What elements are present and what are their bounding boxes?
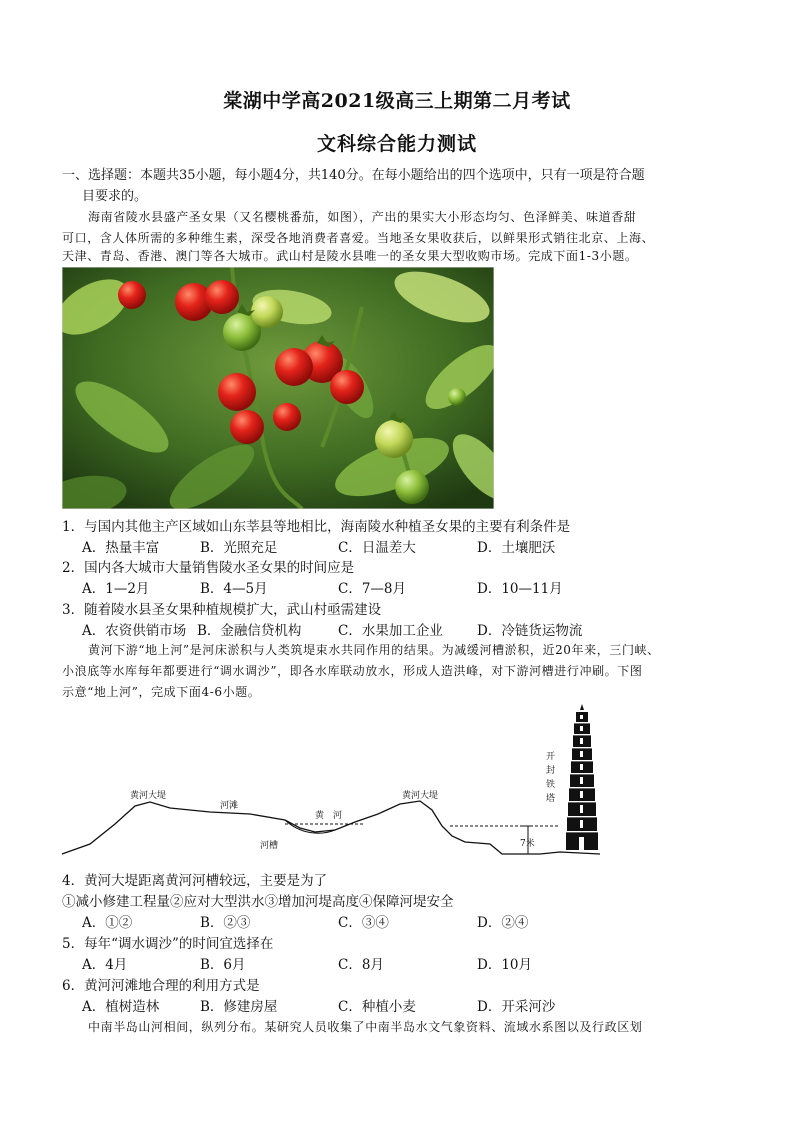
material2-line3: 示意“地上河”，完成下面4-6小题。 [62,685,261,699]
q6-option-c[interactable]: C．种植小麦 [338,999,416,1015]
question-4-stem: 4．黄河大堤距离黄河河槽较远，主要是为了 [62,873,328,889]
q1-option-c[interactable]: C．日温差大 [338,540,416,556]
q2-option-b[interactable]: B．4—5月 [200,581,268,597]
floodplain-label: 河滩 [220,801,239,811]
q2-option-d[interactable]: D．10—11月 [477,581,563,597]
q3-option-d[interactable]: D．冷链货运物流 [477,623,583,639]
q4-option-c[interactable]: C．③④ [338,915,389,931]
tower-label [546,750,556,806]
question-3-stem: 3．随着陵水县圣女果种植规模扩大，武山村亟需建设 [62,602,382,618]
q6-option-a[interactable]: A．植树造林 [82,999,160,1015]
above-ground-river-diagram [60,704,605,862]
q5-option-a[interactable]: A．4月 [82,957,128,973]
q5-option-c[interactable]: C．8月 [338,957,384,973]
q3-option-b[interactable]: B．金融信贷机构 [197,623,302,639]
q2-option-a[interactable]: A．1—2月 [82,581,150,597]
q2-option-c[interactable]: C．7—8月 [338,581,407,597]
question-1-stem: 1．与国内其他主产区域如山东莘县等地相比，海南陵水种植圣女果的主要有利条件是 [62,519,571,535]
material1-line1: 海南省陵水县盛产圣女果（又名樱桃番茄，如图），产出的果实大小形态均匀、色泽鲜美、味道香甜 [88,210,637,224]
material1-line3: 天津、青岛、香港、澳门等各大城市。武山村是陵水县唯一的圣女果大型收购市场。完成下面1-3小题。 [62,249,638,263]
q1-option-b[interactable]: B．光照充足 [200,540,278,556]
q5-option-d[interactable]: D．10月 [477,957,533,973]
q1-option-a[interactable]: A．热量丰富 [82,540,160,556]
q6-option-b[interactable]: B．修建房屋 [200,999,278,1015]
question-5-stem: 5．每年“调水调沙”的时间宜选择在 [62,936,274,952]
material2-line1: 黄河下游“地上河”是河床淤积与人类筑堤束水共同作用的结果。为减缓河槽淤积，近20年来，三门峡、 [88,643,660,657]
material2-line2: 小浪底等水库每年都要进行“调水调沙”，即各水库联动放水，形成人造洪峰，对下游河槽进行冲刷。下图 [62,664,643,678]
section-instruction-line1: 一、选择题：本题共35小题，每小题4分，共140分。在每小题给出的四个选项中，只有一项是符合题 [62,168,645,183]
q4-option-a[interactable]: A．①② [82,915,133,931]
material1-line2: 可口，含人体所需的多种维生素，深受各地消费者喜爱。当地圣女果收获后，以鲜果形式销往北京、上海、 [62,231,655,245]
tower-char-3: 铁 [546,780,556,790]
right-dike-label: 黄河大堤 [402,791,439,801]
exam-title: 棠湖中学高2021级高三上期第二月考试 [223,90,571,112]
river-label: 黄 河 [315,811,343,821]
q3-option-c[interactable]: C．水果加工企业 [338,623,443,639]
question-6-stem: 6．黄河河滩地合理的利用方式是 [62,978,260,994]
iron-tower-icon [566,704,598,850]
question-4-subitems: ①减小修建工程量②应对大型洪水③增加河堤高度④保障河堤安全 [62,894,454,910]
height-label: 7米 [520,839,535,849]
material3-line1: 中南半岛山河相间，纵列分布。某研究人员收集了中南半岛水文气象资料、流域水系图以及行政区划 [88,1020,643,1034]
tower-char-1: 开 [546,752,556,762]
tower-char-4: 塔 [546,794,556,804]
section-instruction-line2: 目要求的。 [82,189,148,204]
channel-label: 河槽 [260,841,279,851]
q1-option-d[interactable]: D．土壤肥沃 [477,540,556,556]
q6-option-d[interactable]: D．开采河沙 [477,999,556,1015]
exam-subtitle: 文科综合能力测试 [316,133,477,155]
cherry-tomato-photo [62,267,494,509]
tower-char-2: 封 [546,766,556,776]
q4-option-b[interactable]: B．②③ [200,915,251,931]
q3-option-a[interactable]: A．农资供销市场 [82,623,187,639]
left-dike-label: 黄河大堤 [130,791,167,801]
q5-option-b[interactable]: B．6月 [200,957,246,973]
q4-option-d[interactable]: D．②④ [477,915,529,931]
question-2-stem: 2．国内各大城市大量销售陵水圣女果的时间应是 [62,560,355,576]
